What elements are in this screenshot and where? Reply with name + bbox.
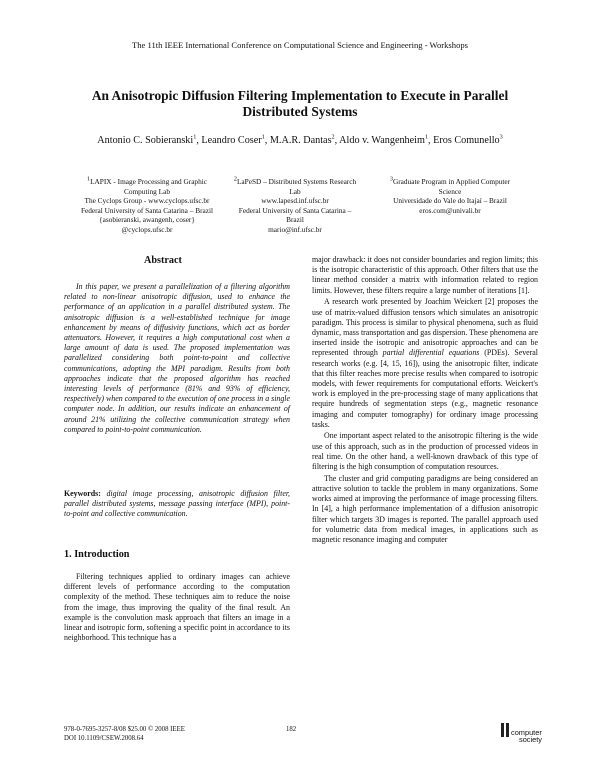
affiliation-2: $^2$LaPeSD – Distributed Systems Research Lab www.lapesd.inf.ufsc.br Federal University of Santa Catarina – Brazil mario@inf.ufsc.br [233,175,357,234]
author: Antonio C. Sobieranski$^1$, [97,133,202,146]
author-list [70,135,530,148]
author: Aldo v. Wangenheim$^1$, [339,133,434,146]
paragraph: major drawback: it does not consider boundaries and region limits; this is the isotropic characteristic of this approach. Other filters that use the linear method consider a matrix with information related to region limits. However, these filters require a large number of iterations [1]. [312,255,538,295]
author: M.A.R. Dantas$^2$, [269,133,340,146]
computer-society-logo [500,720,550,746]
right-column [312,255,538,547]
affiliation-1: $^1$LAPIX - Image Processing and Graphic Computing Lab The Cyclops Group - www.cyclops.ufsc.br Federal University of Santa Catarina – Brazil {asobieranski, awangenh, coser} @cyclops.ufsc.br [80,175,214,234]
page-number: 182 [286,726,297,733]
section-heading-introduction: 1. Introduction [64,549,130,560]
paragraph: One important aspect related to the anisotropic filtering is the wide use of this approach, such as in the production of processed videos in real time. On the other hand, a well-known drawback of this type of filtering is the high consumption of computation resources. [312,431,538,472]
author: Leandro Coser$^1$, [201,133,270,146]
logo-text-computer: computer [511,728,542,737]
author: Eros Comunello$^3$ [433,133,503,146]
keywords-text: digital image processing, anisotropic diffusion filter, parallel distributed systems, message passing interface (MPI), point-to-point and collective communication. [64,489,290,519]
paragraph: The cluster and grid computing paradigms are being considered an attractive solution to tackle the problem in many organizations. Some works aimed at improving the performance of image processing filters. In [4], a high performance implementation of a diffusion anisotropic filter which targets 3D images is reported. The parallel approach used for volumetric data from medical images, in applications such as magnetic resonance imaging and computer [312,473,538,544]
keywords [64,489,290,520]
footer-copyright: 978-0-7695-3257-8/08 $25.00 © 2008 IEEE DOI 10.1109/CSEW.2008.64 [64,726,185,742]
paragraph: A research work presented by Joachim Weickert [2] proposes the use of matrix-valued diffusion tensors which simulates an anisotropic paradigm. This process is similar to physical phenomena, such as fluid dynamic, mass transportation and gas dispersion. These phenomena are inserted inside the isotropic and anisotropic approaches and can be represented through partial differential equations (PDEs). Several research works (e.g. [4, 15, 16]), using the anisotropic filter, indicate that this filter reaches more precise results when compared to isotropic models, with fewer requirements for computational efforts. Weickert's work is employed in the pre-processing stage of many applications that require hundreds of segmentation steps (e.g., magnetic resonance imaging and computer tomography) for ordinary image processing tasks. [312,297,538,429]
running-header: The 11th IEEE International Conference on Computational Science and Engineering - Workshops [131,40,469,50]
logo-text-society: society [519,735,543,745]
introduction-body: Filtering techniques applied to ordinary images can achieve different levels of performance according to the computation complexity of the method. These techniques aim to reduce the noise from the image, thus improving the quality of the final result. An example is the convolution mask approach that filters an image in a linear and isotropic form, softening a specific point in accordance to its neighborhood. This technique has a [64,572,290,643]
paper-title: An Anisotropic Diffusion Filtering Implementation to Execute in Parallel Distributed Systems [91,88,509,119]
abstract-heading: Abstract [144,255,182,266]
keywords-label: Keywords: [64,489,101,498]
affiliation-3: $^3$Graduate Program in Applied Computer Science Universidade do Vale do Itajaí – Brazil eros.com@univali.br [389,175,511,215]
abstract-body: In this paper, we present a parallelization of a filtering algorithm related to non-linear anisotropic diffusion, used to enhance the performance of an application in a parallel distributed system. The anisotropic diffusion is a well-established technique for image enhancement by means of diffusivity functions, which act as border attenuators. However, it requires a high computational cost when a large amount of data is used. The proposed implementation was parallelized considering both point-to-point and collective communications, adopting the MPI paradigm. Results from both approaches indicate that the proposed algorithm has reached interesting levels of performance (81% and 93% of efficiency, respectively) when compared to the execution of one process in a single computer node. In addition, our results indicate an enhancement of around 21% utilizing the collective communication strategy when compared to point-to-point communication. [64,282,290,434]
